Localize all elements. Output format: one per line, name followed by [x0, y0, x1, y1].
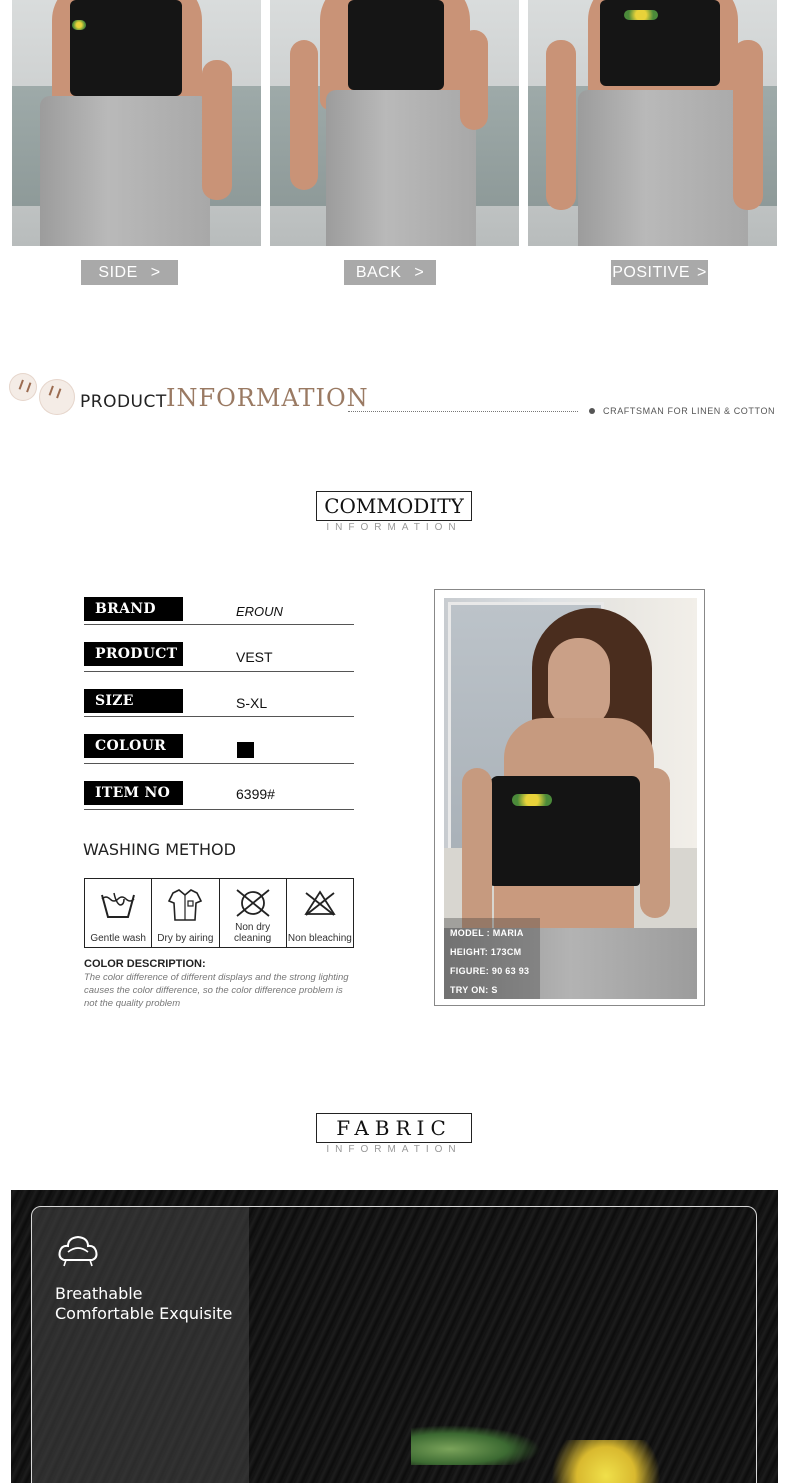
- wash-item: [287, 879, 353, 947]
- spec-value: EROUN: [236, 604, 283, 619]
- spec-row-item-no: [84, 781, 354, 810]
- chevron-right-icon: >: [150, 264, 161, 281]
- spec-value: 6399#: [236, 786, 275, 802]
- cotton-flower-icon: [39, 379, 75, 415]
- product-header-small: PRODUCT: [80, 392, 167, 412]
- model-figure: FIGURE: 90 63 93: [450, 966, 530, 976]
- washing-icons: [84, 878, 354, 948]
- colour-swatch: [237, 742, 254, 758]
- commodity-subtitle: INFORMATION: [326, 522, 462, 533]
- spec-label: ITEM NO: [84, 781, 183, 805]
- spec-label: BRAND: [84, 597, 183, 621]
- fabric-banner: [11, 1190, 778, 1483]
- wash-label: Non bleaching: [287, 933, 352, 944]
- fabric-feature-line1: Breathable: [55, 1284, 143, 1303]
- chevron-right-icon: >: [696, 264, 707, 281]
- commodity-title: COMMODITY: [316, 491, 472, 521]
- washing-method-title: WASHING METHOD: [83, 840, 236, 859]
- product-header-big: INFORMATION: [166, 384, 369, 412]
- model-name: MODEL : MARIA: [450, 928, 524, 938]
- view-label: BACK: [355, 264, 402, 281]
- view-label: SIDE: [98, 264, 138, 281]
- front-view-photo: [528, 0, 777, 246]
- spec-label: SIZE: [84, 689, 183, 713]
- spec-value: VEST: [236, 649, 273, 665]
- model-photo: [444, 598, 697, 999]
- spec-row-colour: [84, 734, 354, 764]
- divider: [348, 411, 578, 412]
- color-description-text: The color difference of different displays and the strong lighting causes the color difference, so the color difference problem is not the quality problem: [84, 972, 349, 1009]
- back-view-photo: [270, 0, 519, 246]
- wash-item: [85, 879, 152, 947]
- no-bleach-icon: [300, 887, 340, 919]
- wash-label: Gentle wash: [90, 933, 146, 944]
- spec-label: PRODUCT: [84, 642, 183, 666]
- spec-value: S-XL: [236, 695, 268, 711]
- brand-tagline: CRAFTSMAN FOR LINEN & COTTON: [603, 406, 776, 416]
- side-view-button[interactable]: [81, 260, 178, 285]
- cotton-icon: [56, 1230, 100, 1270]
- spec-row-brand: [84, 597, 354, 625]
- shirt-icon: [167, 887, 203, 923]
- chevron-right-icon: >: [414, 264, 425, 281]
- color-description-title: COLOR DESCRIPTION:: [84, 958, 206, 970]
- wash-item: [220, 879, 287, 947]
- fabric-subtitle: INFORMATION: [326, 1144, 462, 1155]
- side-view-photo: [12, 0, 261, 246]
- positive-view-button[interactable]: [611, 260, 708, 285]
- fabric-feature-line2: Comfortable Exquisite: [55, 1304, 233, 1323]
- model-try-on: TRY ON: S: [450, 985, 498, 995]
- wash-item: [152, 879, 219, 947]
- wash-label: Non dry cleaning: [233, 922, 272, 944]
- spec-label: COLOUR: [84, 734, 183, 758]
- wash-label: Dry by airing: [157, 933, 214, 944]
- fabric-title: FABRIC: [316, 1113, 472, 1143]
- cotton-flower-icon: [9, 373, 37, 401]
- back-view-button[interactable]: [344, 260, 436, 285]
- bullet-icon: [589, 408, 595, 414]
- model-height: HEIGHT: 173CM: [450, 947, 522, 957]
- hand-wash-icon: [98, 887, 138, 921]
- spec-row-product: [84, 642, 354, 672]
- view-label: POSITIVE: [612, 264, 690, 281]
- spec-row-size: [84, 689, 354, 717]
- no-dry-clean-icon: [233, 887, 273, 919]
